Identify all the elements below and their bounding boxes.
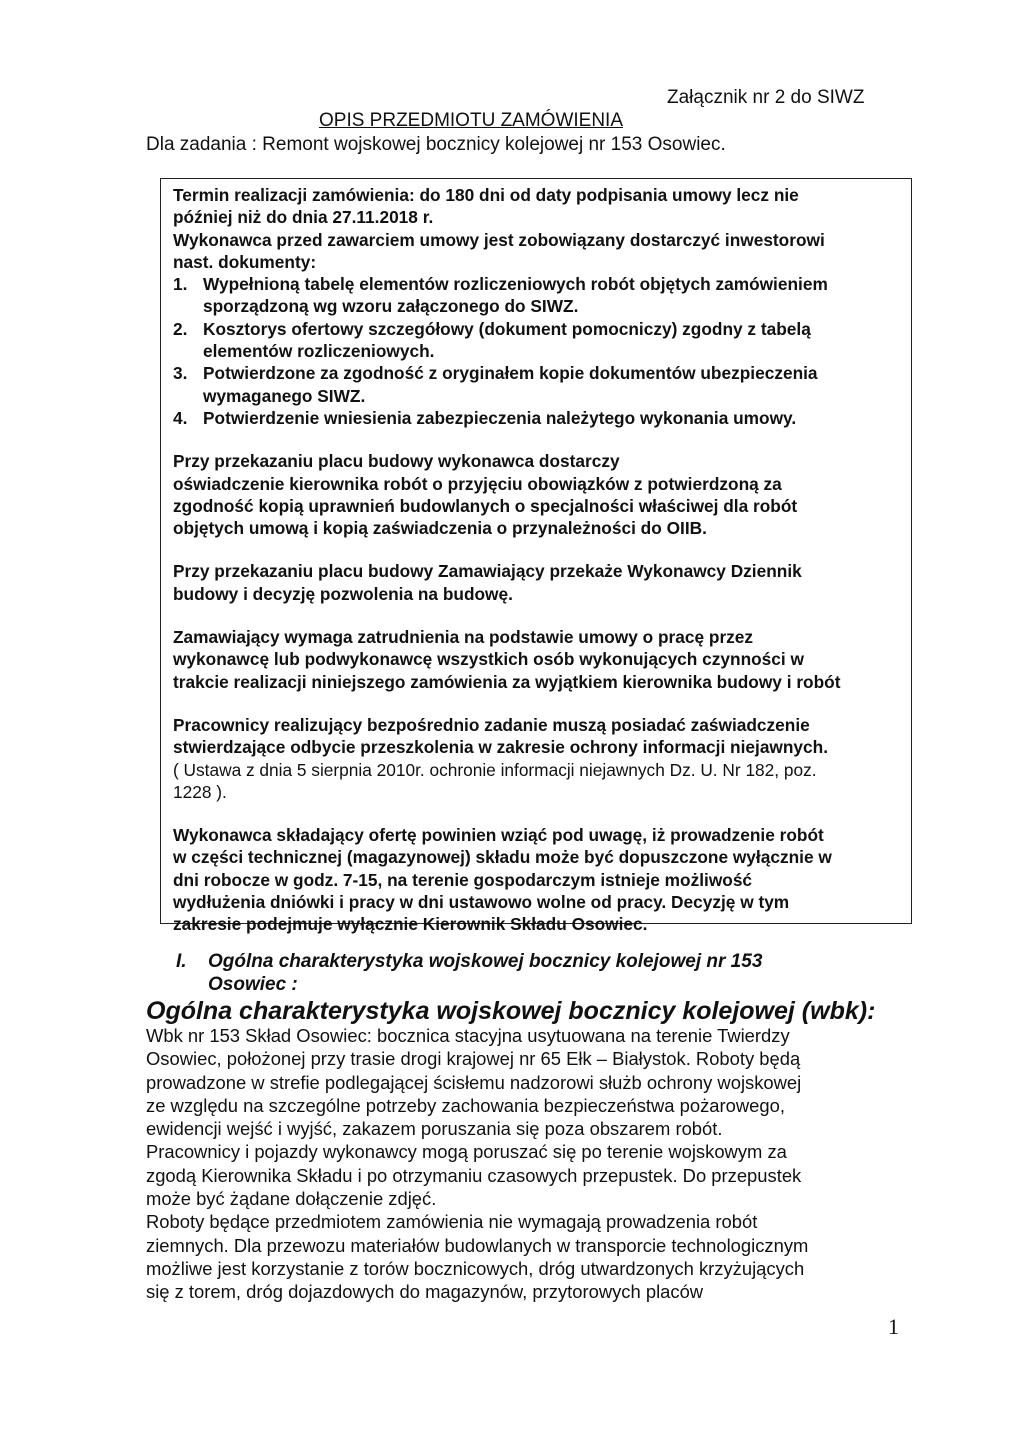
box-line: stwierdzające odbycie przeszkolenia w zakresie ochrony informacji niejawnych. xyxy=(173,737,829,758)
attachment-label: Załącznik nr 2 do SIWZ xyxy=(667,87,865,108)
task-description: Dla zadania : Remont wojskowej bocznicy kolejowej nr 153 Osowiec. xyxy=(146,134,726,155)
subsection-heading: Ogólna charakterystyka wojskowej bocznicy kolejowej (wbk): xyxy=(146,997,876,1025)
section-number: I. xyxy=(176,951,187,972)
box-line: wydłużenia dniówki i pracy w dni ustawowo wolne od pracy. Decyzję w tym xyxy=(173,892,790,913)
list-text-line: Potwierdzenie wniesienia zabezpieczenia należytego wykonania umowy. xyxy=(203,407,797,428)
list-number: 3. xyxy=(173,363,188,384)
body-line: ziemnych. Dla przewozu materiałów budowlanych w transporcie technologicznym xyxy=(146,1234,809,1256)
box-line: trakcie realizacji niniejszego zamówienia za wyjątkiem kierownika budowy i robót xyxy=(173,671,841,692)
body-line: Roboty będące przedmiotem zamówienia nie wymagają prowadzenia robót xyxy=(146,1211,758,1233)
list-item xyxy=(173,362,911,407)
body-line: możliwe jest korzystanie z torów bocznicowych, dróg utwardzonych krzyżujących xyxy=(146,1257,805,1279)
box-line: Wykonawca składający ofertę powinien wziąć pod uwagę, iż prowadzenie robót xyxy=(173,825,824,846)
list-number: 2. xyxy=(173,318,188,339)
box-line: Pracownicy realizujący bezpośrednio zadanie muszą posiadać zaświadczenie xyxy=(173,714,810,735)
paragraph-gap xyxy=(173,693,911,714)
list-item xyxy=(173,318,911,363)
paragraph-gap xyxy=(173,605,911,626)
list-text xyxy=(203,318,811,363)
box-line: w części technicznej (magazynowej) składu może być dopuszczone wyłącznie w xyxy=(173,847,832,868)
section-heading xyxy=(176,950,762,996)
body-line: Pracownicy i pojazdy wykonawcy mogą poruszać się po terenie wojskowym za xyxy=(146,1141,787,1163)
box-line: ( Ustawa z dnia 5 sierpnia 2010r. ochronie informacji niejawnych Dz. U. Nr 182, poz. xyxy=(173,759,817,780)
box-line: zakresie podejmuje wyłącznie Kierownik Składu Osowiec. xyxy=(173,914,648,935)
requirements-box xyxy=(160,178,912,935)
paragraph-gap xyxy=(173,803,911,824)
list-number: 1. xyxy=(173,274,188,295)
list-text-line: Potwierdzone za zgodność z oryginałem kopie dokumentów ubezpieczenia xyxy=(203,363,818,384)
box-line: wykonawcę lub podwykonawcę wszystkich osób wykonujących czynności w xyxy=(173,649,804,670)
list-text xyxy=(203,407,796,429)
body-line: się z torem, dróg dojazdowych do magazynów, przytorowych placów xyxy=(146,1281,704,1303)
document-title: OPIS PRZEDMIOTU ZAMÓWIENIA xyxy=(319,110,624,131)
list-text-line: wymaganego SIWZ. xyxy=(203,385,366,406)
list-text-line: elementów rozliczeniowych. xyxy=(203,341,435,362)
list-text-line: Kosztorys ofertowy szczegółowy (dokument pomocniczy) zgodny z tabelą xyxy=(203,318,811,339)
list-text-line: sporządzoną wg wzoru załączonego do SIWZ. xyxy=(203,296,579,317)
list-text xyxy=(203,273,828,318)
list-item xyxy=(173,273,911,318)
list-item xyxy=(173,407,911,429)
body-line: ewidencji wejść i wyjść, zakazem poruszania się poza obszarem robót. xyxy=(146,1118,723,1140)
box-line: 1228 ). xyxy=(173,781,227,802)
body-line: Wbk nr 153 Skład Osowiec: bocznica stacyjna usytuowana na terenie Twierdzy xyxy=(146,1025,790,1046)
paragraph-gap xyxy=(173,539,911,560)
body-text xyxy=(146,1024,906,1304)
box-line: Zamawiający wymaga zatrudnienia na podstawie umowy o pracę przez xyxy=(173,627,754,648)
body-line: ze względu na szczególne potrzeby zachowania bezpieczeństwa pożarowego, xyxy=(146,1094,785,1116)
list-text-line: Wypełnioną tabelę elementów rozliczeniowych robót objętych zamówieniem xyxy=(203,274,828,295)
section-title-line: Ogólna charakterystyka wojskowej bocznicy kolejowej nr 153 xyxy=(208,951,763,972)
body-line: może być żądane dołączenie zdjęć. xyxy=(146,1188,437,1210)
list-number: 4. xyxy=(173,407,188,428)
section-title-line: Osowiec : xyxy=(208,974,298,995)
box-line: później niż do dnia 27.11.2018 r. xyxy=(173,207,434,228)
page-number: 1 xyxy=(888,1314,899,1339)
box-line: Wykonawca przed zawarciem umowy jest zobowiązany dostarczyć inwestorowi xyxy=(173,229,825,250)
box-line: budowy i decyzję pozwolenia na budowę. xyxy=(173,583,513,604)
paragraph-gap xyxy=(173,429,911,450)
body-line: zgodą Kierownika Składu i po otrzymaniu czasowych przepustek. Do przepustek xyxy=(146,1164,802,1186)
box-line: objętych umową i kopią zaświadczenia o przynależności do OIIB. xyxy=(173,518,707,539)
box-line: zgodność kopią uprawnień budowlanych o specjalności właściwej dla robót xyxy=(173,495,798,516)
body-line: Osowiec, położonej przy trasie drogi krajowej nr 65 Ełk – Białystok. Roboty będą xyxy=(146,1048,801,1070)
box-line: Przy przekazaniu placu budowy wykonawca dostarczy xyxy=(173,451,620,472)
box-line: Przy przekazaniu placu budowy Zamawiający przekaże Wykonawcy Dziennik xyxy=(173,561,802,582)
list-text xyxy=(203,362,818,407)
box-line: oświadczenie kierownika robót o przyjęciu obowiązków z potwierdzoną za xyxy=(173,473,782,494)
box-line: dni robocze w godz. 7-15, na terenie gospodarczym istnieje możliwość xyxy=(173,869,753,890)
box-line: nast. dokumenty: xyxy=(173,251,317,272)
body-line: prowadzone w strefie podlegającej ścisłemu nadzorowi służb ochrony wojskowej xyxy=(146,1071,802,1093)
box-line: Termin realizacji zamówienia: do 180 dni od daty podpisania umowy lecz nie xyxy=(173,185,799,205)
